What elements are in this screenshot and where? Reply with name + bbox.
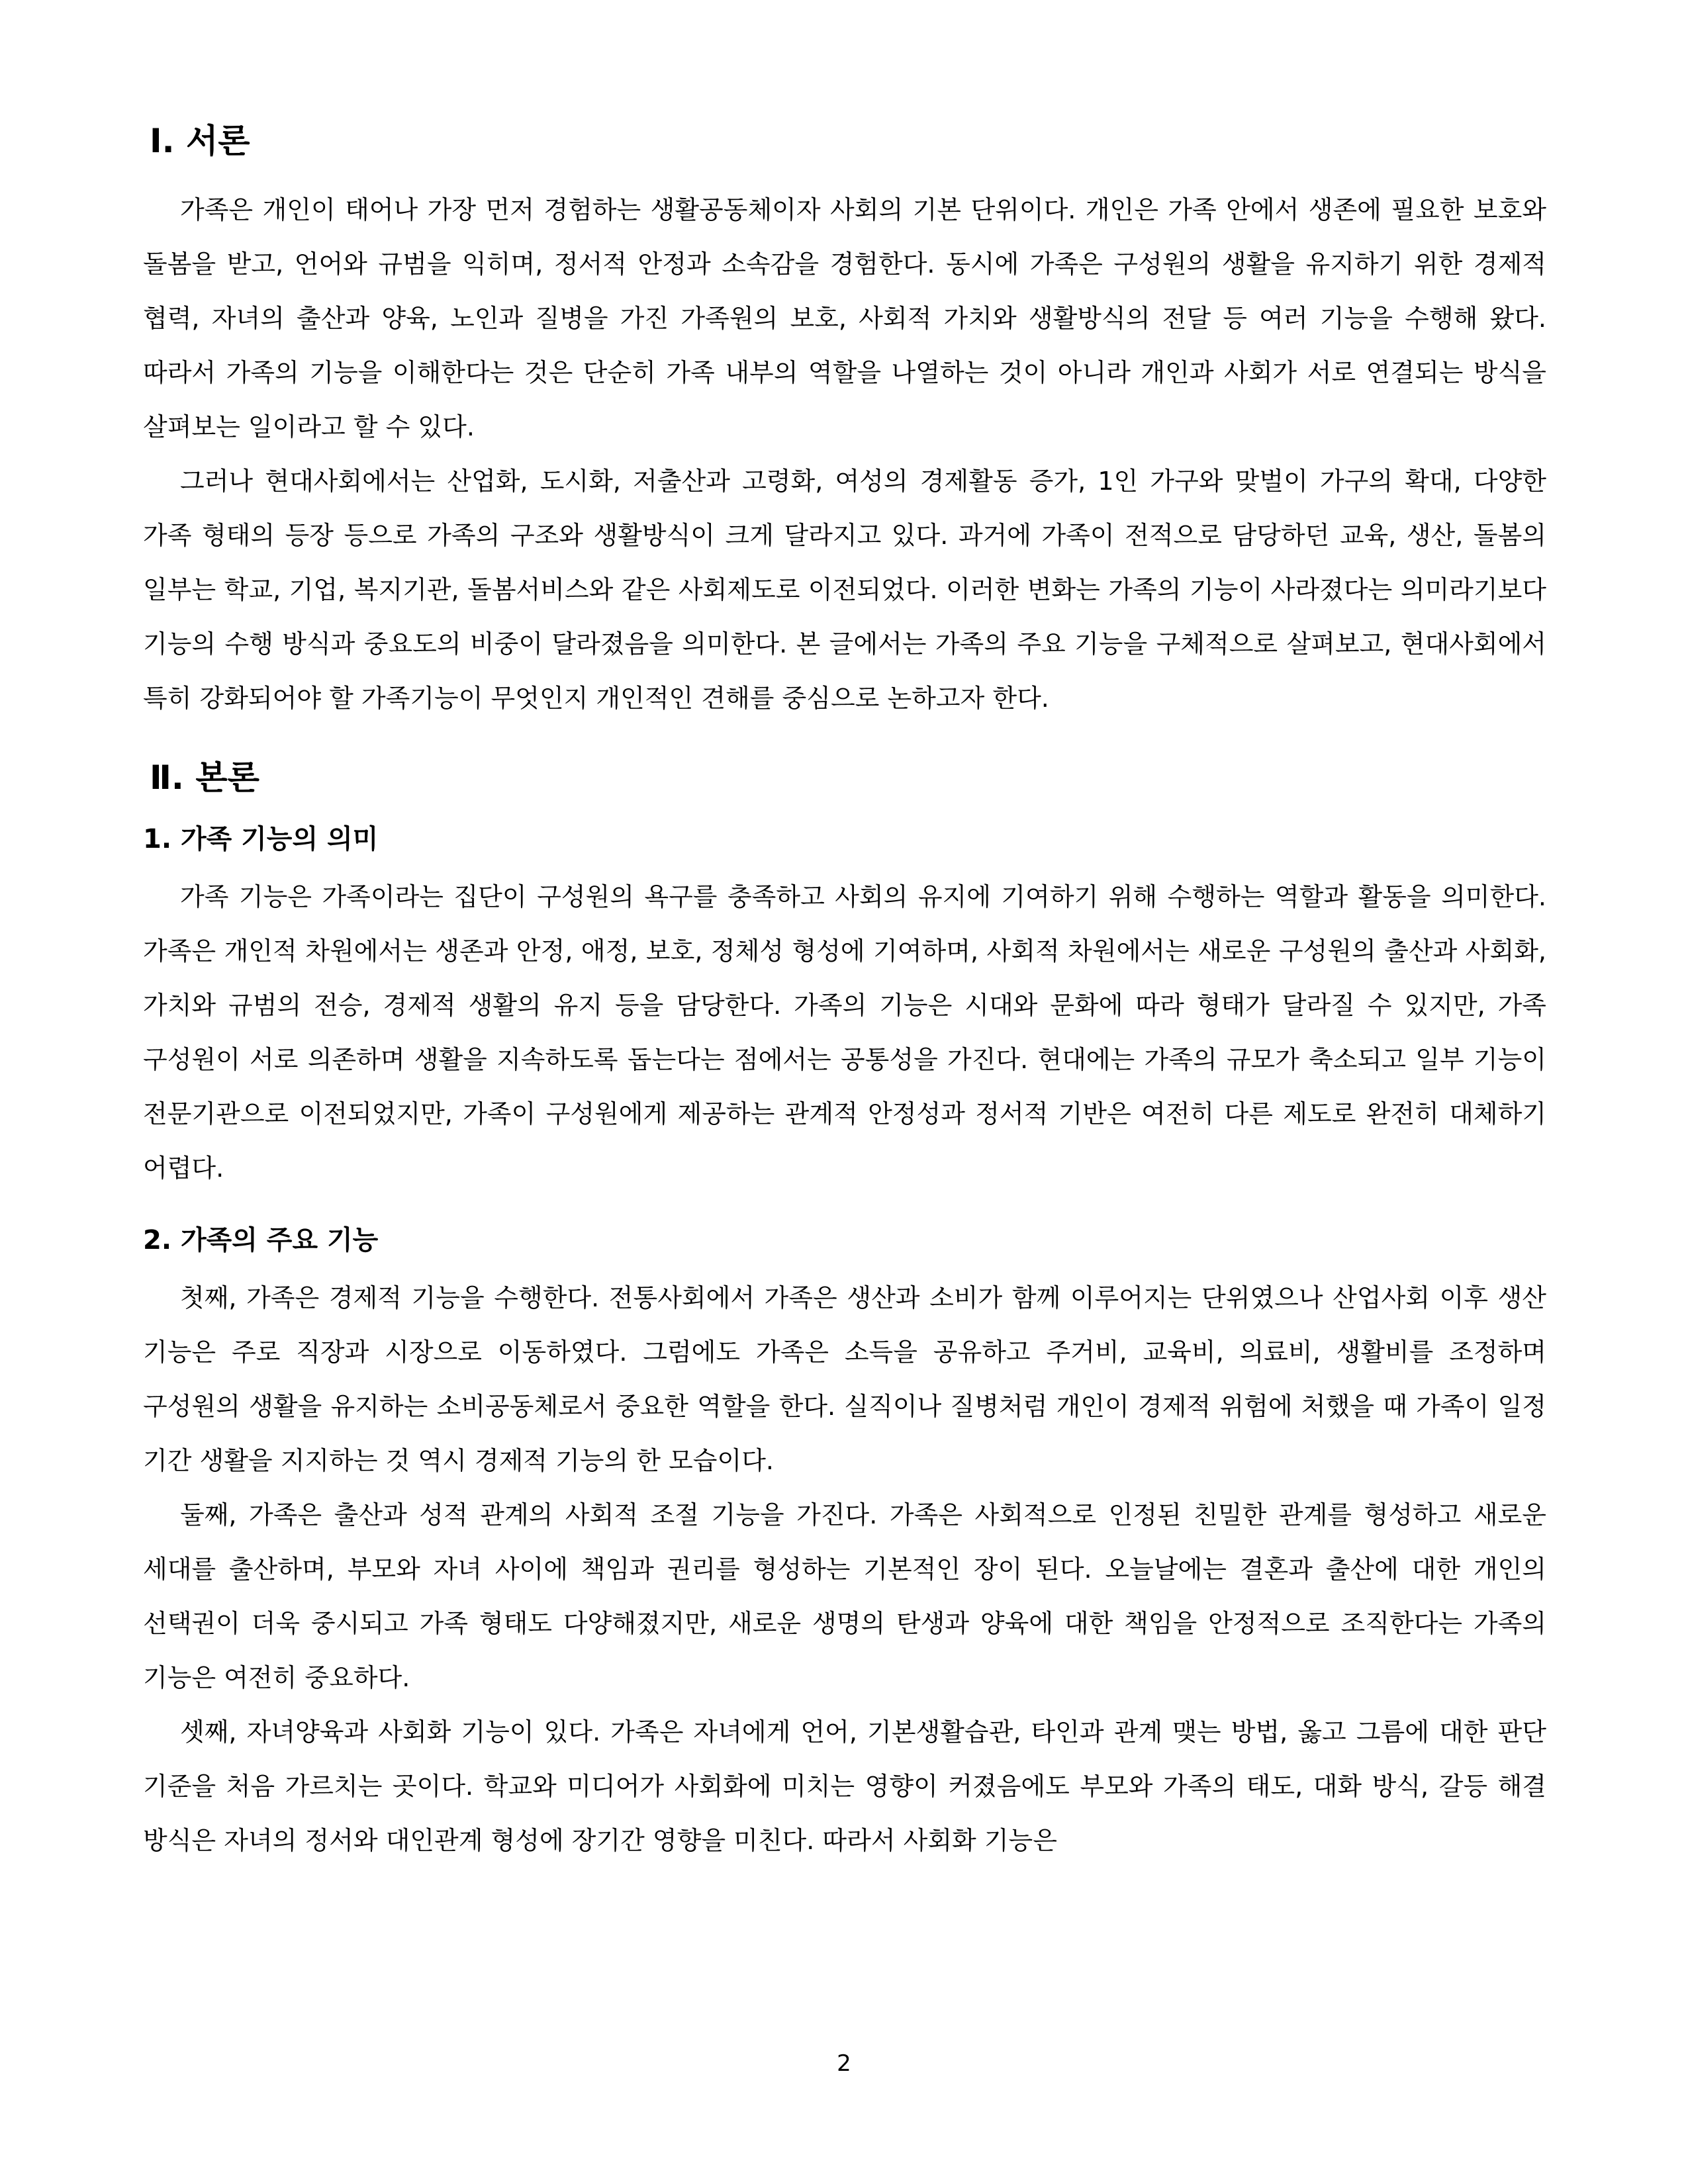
section-introduction	[143, 118, 1546, 725]
page-number: 2	[837, 2050, 851, 2077]
paragraph: 가족 기능은 가족이라는 집단이 구성원의 욕구를 충족하고 사회의 유지에 기여하기 위해 수행하는 역할과 활동을 의미한다. 가족은 개인적 차원에서는 생존과 안정, 애정, 보호, 정체성 형성에 기여하며, 사회적 차원에서는 새로운 구성원의 출산과 사회화, 가치와 규범의 전승, 경제적 생활의 유지 등을 담당한다. 가족의 기능은 시대와 문화에 따라 형태가 달라질 수 있지만, 가족 구성원이 서로 의존하며 생활을 지속하도록 돕는다는 점에서는 공통성을 가진다. 현대에는 가족의 규모가 축소되고 일부 기능이 전문기관으로 이전되었지만, 가족이 구성원에게 제공하는 관계적 안정성과 정서적 기반은 여전히 다른 제도로 완전히 대체하기 어렵다.	[143, 882, 1546, 1183]
section-heading: Ⅱ. 본론	[150, 758, 259, 797]
paragraph: 둘째, 가족은 출산과 성적 관계의 사회적 조절 기능을 가진다. 가족은 사회적으로 인정된 친밀한 관계를 형성하고 새로운 세대를 출산하며, 부모와 자녀 사이에 책임과 권리를 형성하는 기본적인 장이 된다. 오늘날에는 결혼과 출산에 대한 개인의 선택권이 더욱 중시되고 가족 형태도 다양해졌지만, 새로운 생명의 탄생과 양육에 대한 책임을 안정적으로 조직한다는 가족의 기능은 여전히 중요하다.	[143, 1500, 1546, 1692]
section-body	[143, 754, 1546, 1868]
paragraph: 셋째, 자녀양육과 사회화 기능이 있다. 가족은 자녀에게 언어, 기본생활습관, 타인과 관계 맺는 방법, 옳고 그름에 대한 판단 기준을 처음 가르치는 곳이다. 학교와 미디어가 사회화에 미치는 영향이 커졌음에도 부모와 가족의 태도, 대화 방식, 갈등 해결 방식은 자녀의 정서와 대인관계 형성에 장기간 영향을 미친다. 따라서 사회화 기능은	[143, 1717, 1546, 1855]
subsection-heading: 1. 가족 기능의 의미	[143, 824, 379, 854]
paragraph: 그러나 현대사회에서는 산업화, 도시화, 저출산과 고령화, 여성의 경제활동 증가, 1인 가구와 맞벌이 가구의 확대, 다양한 가족 형태의 등장 등으로 가족의 구조와 생활방식이 크게 달라지고 있다. 과거에 가족이 전적으로 담당하던 교육, 생산, 돌봄의 일부는 학교, 기업, 복지기관, 돌봄서비스와 같은 사회제도로 이전되었다. 이러한 변화는 가족의 기능이 사라졌다는 의미라기보다 기능의 수행 방식과 중요도의 비중이 달라졌음을 의미한다. 본 글에서는 가족의 주요 기능을 구체적으로 살펴보고, 현대사회에서 특히 강화되어야 할 가족기능이 무엇인지 개인적인 견해를 중심으로 논하고자 한다.	[143, 467, 1546, 713]
subsection-meaning	[143, 821, 1546, 1195]
subsection-main-functions	[143, 1222, 1546, 1868]
subsection-heading: 2. 가족의 주요 기능	[143, 1225, 379, 1255]
paragraph: 첫째, 가족은 경제적 기능을 수행한다. 전통사회에서 가족은 생산과 소비가 함께 이루어지는 단위였으나 산업사회 이후 생산 기능은 주로 직장과 시장으로 이동하였다. 그럼에도 가족은 소득을 공유하고 주거비, 교육비, 의료비, 생활비를 조정하며 구성원의 생활을 유지하는 소비공동체로서 중요한 역할을 한다. 실직이나 질병처럼 개인이 경제적 위험에 처했을 때 가족이 일정 기간 생활을 지지하는 것 역시 경제적 기능의 한 모습이다.	[143, 1283, 1546, 1475]
section-heading: Ⅰ. 서론	[150, 122, 250, 160]
paragraph: 가족은 개인이 태어나 가장 먼저 경험하는 생활공동체이자 사회의 기본 단위이다. 개인은 가족 안에서 생존에 필요한 보호와 돌봄을 받고, 언어와 규범을 익히며, 정서적 안정과 소속감을 경험한다. 동시에 가족은 구성원의 생활을 유지하기 위한 경제적 협력, 자녀의 출산과 양육, 노인과 질병을 가진 가족원의 보호, 사회적 가치와 생활방식의 전달 등 여러 기능을 수행해 왔다. 따라서 가족의 기능을 이해한다는 것은 단순히 가족 내부의 역할을 나열하는 것이 아니라 개인과 사회가 서로 연결되는 방식을 살펴보는 일이라고 할 수 있다.	[143, 195, 1546, 441]
document-page	[143, 118, 1546, 1868]
